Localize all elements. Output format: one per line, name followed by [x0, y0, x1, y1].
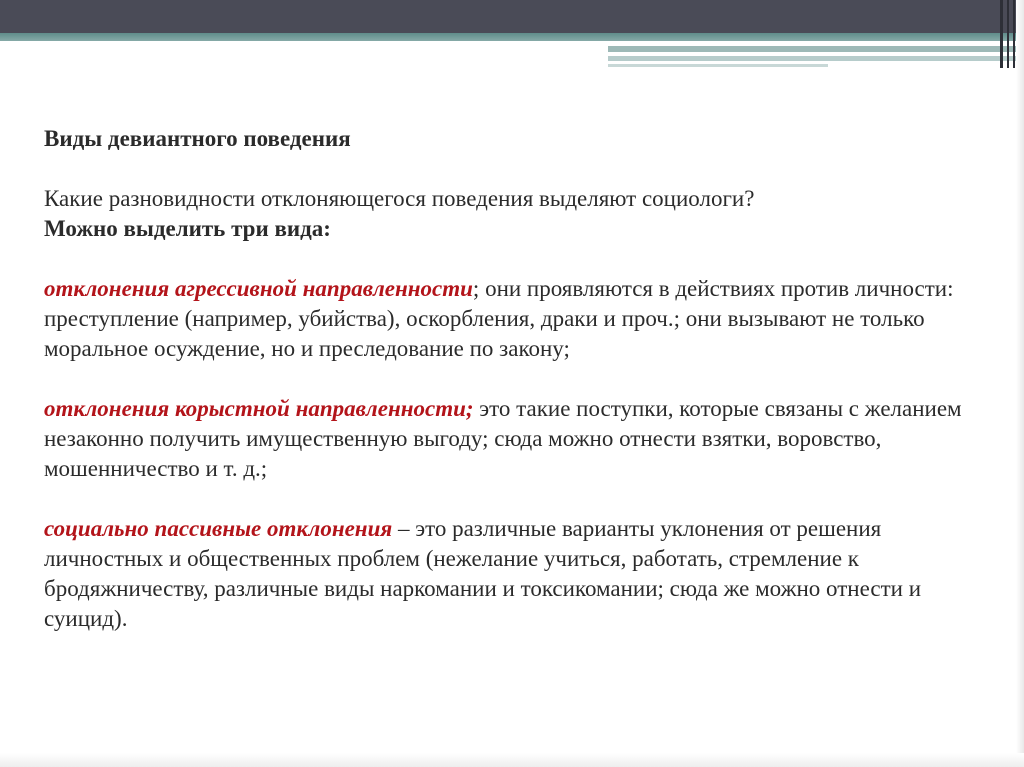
decor-stripe [608, 46, 1024, 52]
decor-stripe [608, 56, 1024, 61]
page-bottom-shadow [0, 753, 1024, 767]
deviation-type-item [44, 394, 984, 484]
term-separator: – [392, 516, 410, 541]
decor-stripe [608, 64, 828, 67]
deviation-type-item [44, 274, 984, 364]
decor-bar [1007, 0, 1009, 68]
deviation-type-description: это различные варианты уклонения от решения личностных и общественных проблем (нежелание учиться, работать, стремление к бродяжничеству, различные виды наркомании и токсикомании; сюда же можно отнести и суицид). [44, 516, 922, 631]
intro-text: Можно выделить три вида: [44, 216, 331, 241]
deviation-type-description: это такие поступки, которые связаны с желанием незаконно получить имущественную выгоду; сюда можно отнести взятки, воровство, мошенничество и т. д.; [44, 396, 962, 481]
header-band [0, 0, 1024, 33]
decor-bar [1013, 0, 1015, 68]
page-edge-shadow [1016, 0, 1024, 767]
header-accent-stripe [0, 33, 1024, 41]
slide-title: Виды девиантного поведения [44, 126, 351, 151]
deviation-type-term: отклонения корыстной направленности [44, 396, 466, 421]
deviation-type-description: они проявляются в действиях против личности: преступление (например, убийства), оскорбления, драки и проч.; они вызывают не только моральное осуждение, но и преследование по закону; [44, 276, 954, 361]
slide-body [44, 124, 984, 634]
question-text: Какие разновидности отклоняющегося поведения выделяют социологи? [44, 186, 755, 211]
deviation-type-term: отклонения агрессивной направленности [44, 276, 473, 301]
deviation-type-term: социально пассивные отклонения [44, 516, 393, 541]
decor-bar [1000, 0, 1003, 68]
deviation-type-item [44, 514, 984, 634]
term-separator: ; [472, 276, 480, 301]
term-separator: ; [465, 396, 474, 421]
